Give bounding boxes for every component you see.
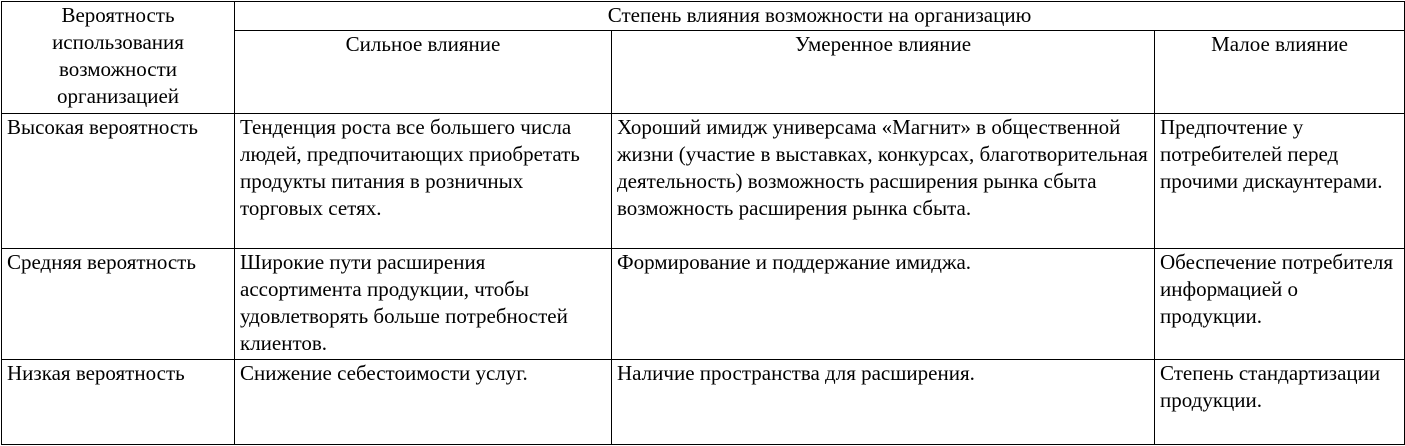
table-row: [2, 249, 1405, 360]
corner-header: Вероятность использования возможности организацией: [2, 2, 235, 114]
table-cell: Снижение себестоимости услуг.: [235, 360, 612, 445]
column-header-strong: Сильное влияние: [235, 31, 612, 114]
row-label-high: Высокая вероятность: [2, 114, 235, 249]
table-cell: Тенденция роста все большего числа людей, предпочитающих приобретать продукты питания в розничных торговых сетях.: [235, 114, 612, 249]
table-cell: Широкие пути расширения ассортимента продукции, чтобы удовлетворять больше потребностей клиентов.: [235, 249, 612, 360]
table-cell: Хороший имидж универсама «Магнит» в общественной жизни (участие в выставках, конкурсах, благотворительная деятельность) возможность расширения рынка сбыта возможность расширения рынка сбыта.: [612, 114, 1155, 249]
table-cell: Предпочтение у потребителей перед прочими дискаунтерами.: [1155, 114, 1405, 249]
column-header-weak: Малое влияние: [1155, 31, 1405, 114]
table-cell: Формирование и поддержание имиджа.: [612, 249, 1155, 360]
table-row: [2, 114, 1405, 249]
row-label-low: Низкая вероятность: [2, 360, 235, 445]
opportunity-matrix-table: [1, 1, 1405, 445]
span-header: Степень влияния возможности на организацию: [235, 2, 1405, 31]
table-cell: Степень стандартизации продукции.: [1155, 360, 1405, 445]
header-row-top: [2, 2, 1405, 31]
column-header-moderate: Умеренное влияние: [612, 31, 1155, 114]
table-row: [2, 360, 1405, 445]
table-cell: Наличие пространства для расширения.: [612, 360, 1155, 445]
table-cell: Обеспечение потребителя информацией о продукции.: [1155, 249, 1405, 360]
row-label-medium: Средняя вероятность: [2, 249, 235, 360]
